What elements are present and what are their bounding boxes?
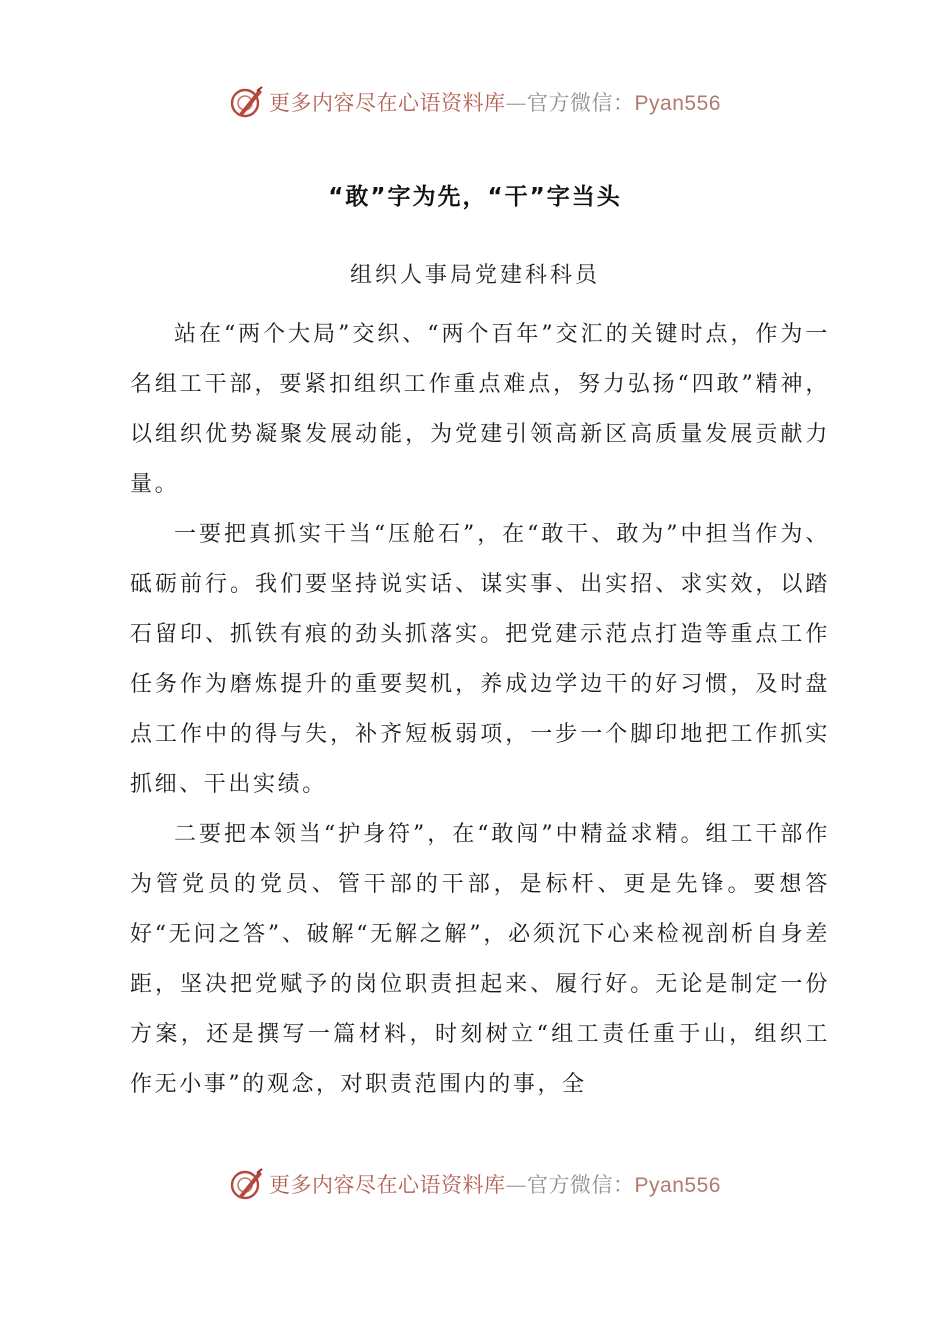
banner-dash: — [505, 1173, 528, 1197]
banner-text [269, 87, 721, 117]
brush-logo-icon [229, 84, 265, 120]
banner-wechat-label: 官方微信： [527, 91, 635, 115]
paragraph: 二要把本领当“护身符”，在“敢闯”中精益求精。组工干部作为管党员的党员、管干部的干部，是标杆、更是先锋。要想答好“无问之答”、破解“无解之解”，必须沉下心来检视剖析自身差距，坚决把党赋予的岗位职责担起来、履行好。无论是制定一份方案，还是撰写一篇材料，时刻树立“组工责任重于山，组织工作无小事”的观念，对职责范围内的事，全 [130, 822, 830, 1097]
banner-wechat-id: Pyan556 [634, 92, 721, 115]
paragraph: 一要把真抓实干当“压舱石”，在“敢干、敢为”中担当作为、砥砺前行。我们要坚持说实话、谋实事、出实招、求实效，以踏石留印、抓铁有痕的劲头抓落实。把党建示范点打造等重点工作任务作为磨炼提升的重要契机，养成边学边干的好习惯，及时盘点工作中的得与失，补齐短板弱项，一步一个脚印地把工作抓实抓细、干出实绩。 [130, 522, 830, 797]
article-body [130, 310, 830, 1110]
banner-wechat-label: 官方微信： [527, 1173, 635, 1197]
banner-dash: — [505, 91, 528, 115]
article-title: “敢”字为先，“干”字当头 [328, 184, 622, 210]
brush-logo-icon [229, 1166, 265, 1202]
banner-main-text: 更多内容尽在心语资料库 [269, 91, 506, 115]
footer-banner [0, 1164, 950, 1204]
banner-main-text: 更多内容尽在心语资料库 [269, 1173, 506, 1197]
paragraph: 站在“两个大局”交织、“两个百年”交汇的关键时点，作为一名组工干部，要紧扣组织工作重点难点，努力弘扬“四敢”精神，以组织优势凝聚发展动能，为党建引领高新区高质量发展贡献力量。 [130, 322, 830, 497]
banner-text [269, 1169, 721, 1199]
banner-wechat-id: Pyan556 [634, 1174, 721, 1197]
header-banner [0, 82, 950, 122]
article-author: 组织人事局党建科科员 [349, 263, 600, 288]
